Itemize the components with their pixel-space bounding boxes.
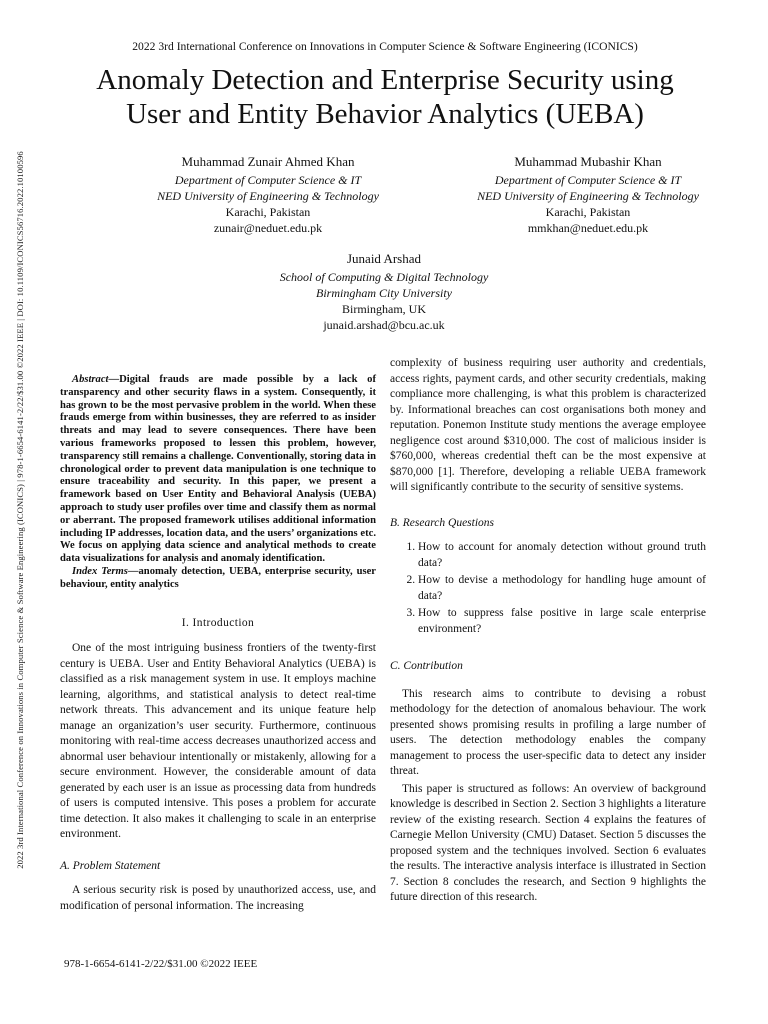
subsection-heading-problem: A. Problem Statement <box>60 859 161 872</box>
structure-paragraph: This paper is structured as follows: An overview of background knowledge is described in Section 2. Section 3 highlights a literature review of the existing research. Section 4 explains the features of Carnegie Mellon University (CMU) Dataset. Section 5 discusses the proposed system and the techniques involved. Section 6 evaluates the results. The interactive analysis interface is illustrated in Section 7. Section 8 concludes the research, and Section 9 highlights the future direction of this research. <box>390 782 706 903</box>
author-org: NED University of Engineering & Technology <box>477 189 699 203</box>
author-email: mmkhan@neduet.edu.pk <box>527 221 649 235</box>
index-terms <box>60 566 376 592</box>
author-org: NED University of Engineering & Technology <box>157 189 379 203</box>
paper-title <box>50 63 720 131</box>
author-block-3 <box>234 251 534 333</box>
list-item: 2. How to devise a methodology for handling huge amount of data? <box>418 573 706 604</box>
sidebar-citation <box>10 90 30 930</box>
author-dept: Department of Computer Science & IT <box>494 173 682 187</box>
contribution-paragraph: This research aims to contribute to devising a robust methodology for the detection of anomalous behaviour. The work presented shows promising results in profiling a large number of users. The detection methodology enables the company management to process the user-specific data to detect any insider threat. <box>390 687 706 777</box>
index-terms-label: Index Terms <box>72 565 128 577</box>
author-dept: Department of Computer Science & IT <box>174 173 362 187</box>
left-column <box>60 358 376 914</box>
title-line-2: User and Entity Behavior Analytics (UEBA) <box>126 98 644 130</box>
author-org: Birmingham City University <box>316 286 452 300</box>
author-name: Junaid Arshad <box>346 251 422 266</box>
author-block-1 <box>118 154 418 236</box>
author-block-2 <box>438 154 738 236</box>
abstract-label: Abstract <box>72 374 109 385</box>
problem-paragraph: A serious security risk is posed by unauthorized access, use, and modification of personal information. The increasing <box>60 884 376 912</box>
author-city: Karachi, Pakistan <box>225 205 311 219</box>
index-terms-text: —anomaly detection, UEBA, enterprise security, user behaviour, entity analytics <box>60 565 376 590</box>
abstract-text: —Digital frauds are made possible by a lack of transparency and other security flaws in a system. Consequently, it has grown to be the most pervasive problem in the world. When these frauds emerge from within businesses, they are referred to as insider threats and may lead to severe consequences. There have been various frameworks proposed to lessen this problem, however, transparency still remains a challenge. Conventionally, storing data in chronological order to prevent data manipulation is one technique to ensure traceability and security. In this paper, we present a framework based on User Entity and Behavioral Analysis (UEBA) approach to study user profiles over time and classify them as normal or aberrant. The proposed framework utilises additional information including IP addresses, location data, and the users’ organizations etc. We focus on applying data science and analytical methods to create data visualizations for analysis and anomaly identification. <box>60 374 376 565</box>
list-item: 3. How to suppress false positive in large scale enterprise environment? <box>418 606 706 637</box>
author-dept: School of Computing & Digital Technology <box>279 270 489 284</box>
copyright-footer: 978-1-6654-6141-2/22/$31.00 ©2022 IEEE <box>64 958 258 970</box>
list-item: 1. How to account for anomaly detection without ground truth data? <box>418 540 706 571</box>
title-line-1: Anomaly Detection and Enterprise Security using <box>96 64 674 96</box>
research-questions-list <box>390 540 706 637</box>
author-name: Muhammad Mubashir Khan <box>514 154 662 169</box>
problem-paragraph-continued: complexity of business requiring user authority and credentials, access rights, payment cards, and other security credentials, making compliance more challenging, is what this problem is characterized by. Informational breaches can cost organisations both money and reputation. Ponemon Institute study mentions the average employee negligence cost around $310,000. The cost of malicious insider is $760,000, whereas credential theft can be the most expensive at $870,000 [1]. Therefore, developing a reliable UEBA framework will significantly contribute to the security of sensitive systems. <box>390 357 706 493</box>
section-heading-introduction: I. Introduction <box>181 616 255 629</box>
author-city: Karachi, Pakistan <box>545 205 631 219</box>
conference-header: 2022 3rd International Conference on Innovations in Computer Science & Software Engineering (ICONICS) <box>132 40 638 53</box>
sidebar-citation-text: 2022 3rd International Conference on Innovations in Computer Science & Software Engineering (ICONICS) | 978-1-6654-6141-2/22/$31.00 ©2022 IEEE | DOI: 10.1109/ICONICS56716.2022.10100596 <box>15 151 25 869</box>
subsection-heading-contribution: C. Contribution <box>390 660 463 672</box>
right-column <box>390 356 706 906</box>
author-name: Muhammad Zunair Ahmed Khan <box>181 154 355 169</box>
subsection-heading-research-questions: B. Research Questions <box>390 516 495 529</box>
intro-paragraph: One of the most intriguing business frontiers of the twenty-first century is UEBA. User and Entity Behavioral Analytics (UEBA) is classified as a risk management system in use. It employs machine learning, algorithms, and statistical analysis to detect real-time network threats. This advancement and its unique feature help manage an organization’s user security. Furthermore, continuous monitoring with real-time access decreases unauthorized access and abnormal user behaviour intentionally or mistakenly, allowing for a secure environment. However, the considerable amount of data generated by each user is an issue as processing data from hundreds of users is computed intensive. This poses a problem for accurate time detection. It also makes it challenging to scale in an enterprise environment. <box>60 642 376 841</box>
abstract <box>60 374 376 566</box>
author-email: junaid.arshad@bcu.ac.uk <box>323 318 445 332</box>
author-city: Birmingham, UK <box>342 302 426 316</box>
author-email: zunair@neduet.edu.pk <box>213 221 323 235</box>
